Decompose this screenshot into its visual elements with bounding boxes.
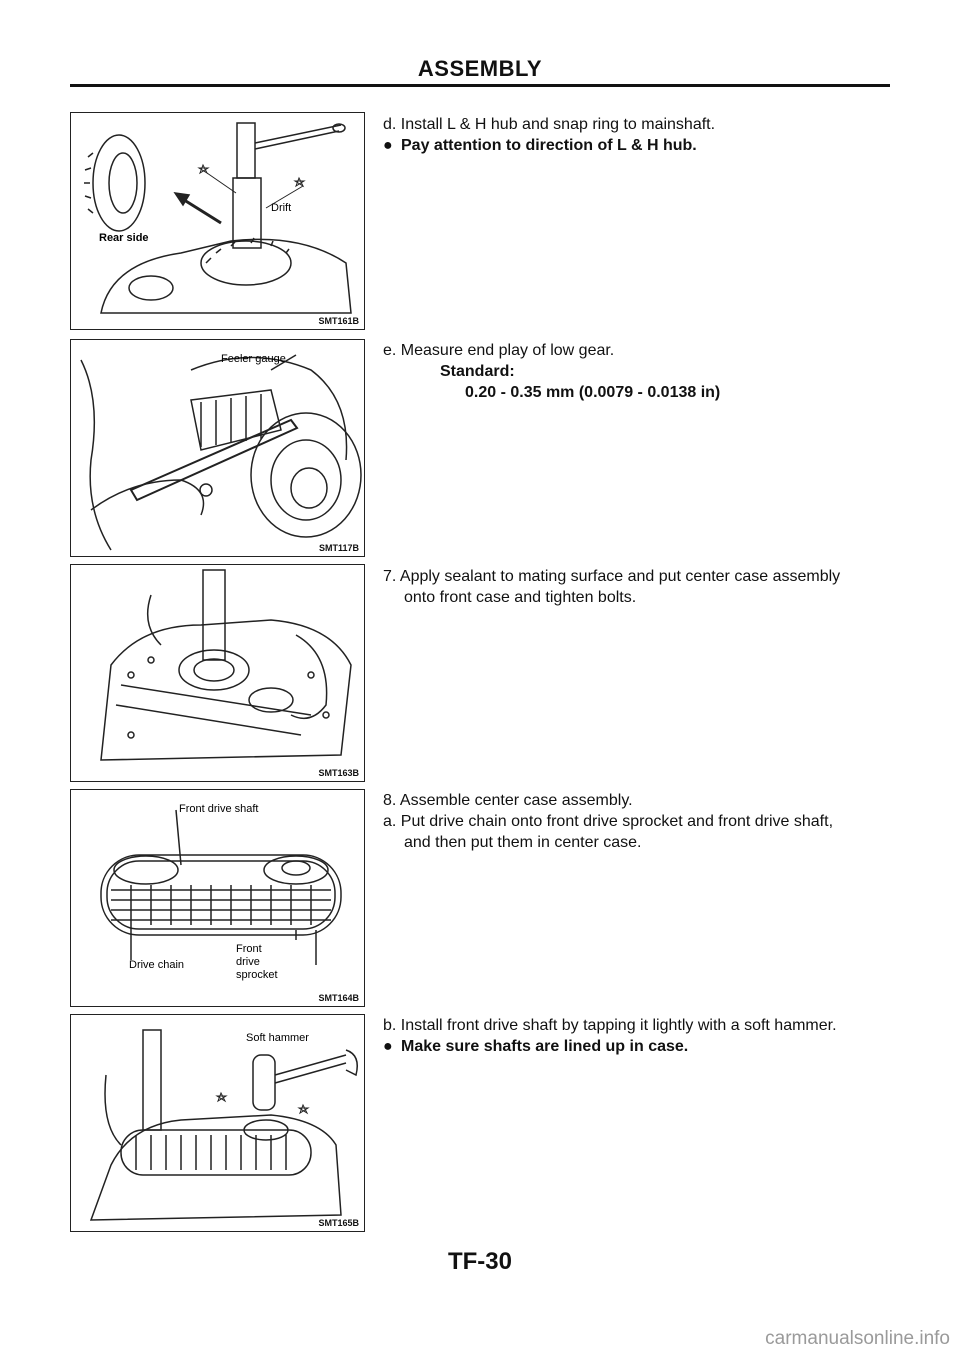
figure-smt165b — [70, 1014, 365, 1232]
bullet-icon: ● — [383, 1038, 393, 1055]
section-text-e — [383, 340, 893, 403]
step-text: a. Put drive chain onto front drive sprocket and front drive shaft, — [383, 813, 834, 830]
figure-smt164b — [70, 789, 365, 1007]
label-front: Front — [236, 943, 262, 955]
standard-label: Standard: — [440, 363, 515, 380]
section-text-7 — [383, 566, 893, 608]
figure-smt117b — [70, 339, 365, 557]
label-drive: drive — [236, 956, 260, 968]
label-feeler-gauge: Feeler gauge — [221, 353, 286, 365]
label-soft-hammer: Soft hammer — [246, 1032, 309, 1044]
feeler-gauge-illustration — [71, 340, 364, 556]
hub-install-illustration — [71, 113, 364, 329]
drive-chain-illustration — [71, 790, 364, 1006]
step-text: d. Install L & H hub and snap ring to mainshaft. — [383, 116, 716, 133]
caution-line — [383, 1036, 893, 1057]
figure-id: SMT165B — [318, 1218, 359, 1228]
step-text: 8. Assemble center case assembly. — [383, 792, 633, 809]
step-text-continued: and then put them in center case. — [404, 834, 642, 851]
figure-id: SMT163B — [318, 768, 359, 778]
caution-line — [383, 135, 893, 156]
standard-value: 0.20 - 0.35 mm (0.0079 - 0.0138 in) — [465, 384, 721, 401]
figure-smt163b — [70, 564, 365, 782]
step-text: b. Install front drive shaft by tapping it lightly with a soft hammer. — [383, 1017, 837, 1034]
figure-id: SMT164B — [318, 993, 359, 1003]
caution-text: Make sure shafts are lined up in case. — [401, 1038, 689, 1055]
step-text: e. Measure end play of low gear. — [383, 342, 615, 359]
label-rear-side: Rear side — [99, 232, 149, 244]
figure-id: SMT117B — [318, 543, 359, 553]
center-case-illustration — [71, 565, 364, 781]
section-text-8 — [383, 790, 893, 853]
section-text-d — [383, 114, 893, 156]
header-divider — [70, 84, 890, 87]
section-text-b — [383, 1015, 893, 1057]
figure-id: SMT161B — [318, 316, 359, 326]
label-front-drive-shaft: Front drive shaft — [179, 803, 259, 815]
bullet-icon: ● — [383, 137, 393, 154]
caution-text: Pay attention to direction of L & H hub. — [401, 137, 697, 154]
figure-smt161b — [70, 112, 365, 330]
step-text-continued: onto front case and tighten bolts. — [404, 589, 637, 606]
label-sprocket: sprocket — [236, 969, 278, 981]
soft-hammer-illustration — [71, 1015, 364, 1231]
page-number: TF-30 — [447, 1248, 512, 1275]
page-header-title: ASSEMBLY — [417, 56, 543, 81]
label-drift: Drift — [271, 202, 292, 214]
label-drive-chain: Drive chain — [129, 959, 185, 971]
step-text: 7. Apply sealant to mating surface and put center case assembly — [383, 568, 841, 585]
watermark-link[interactable]: carmanualsonline.info — [765, 1328, 950, 1349]
